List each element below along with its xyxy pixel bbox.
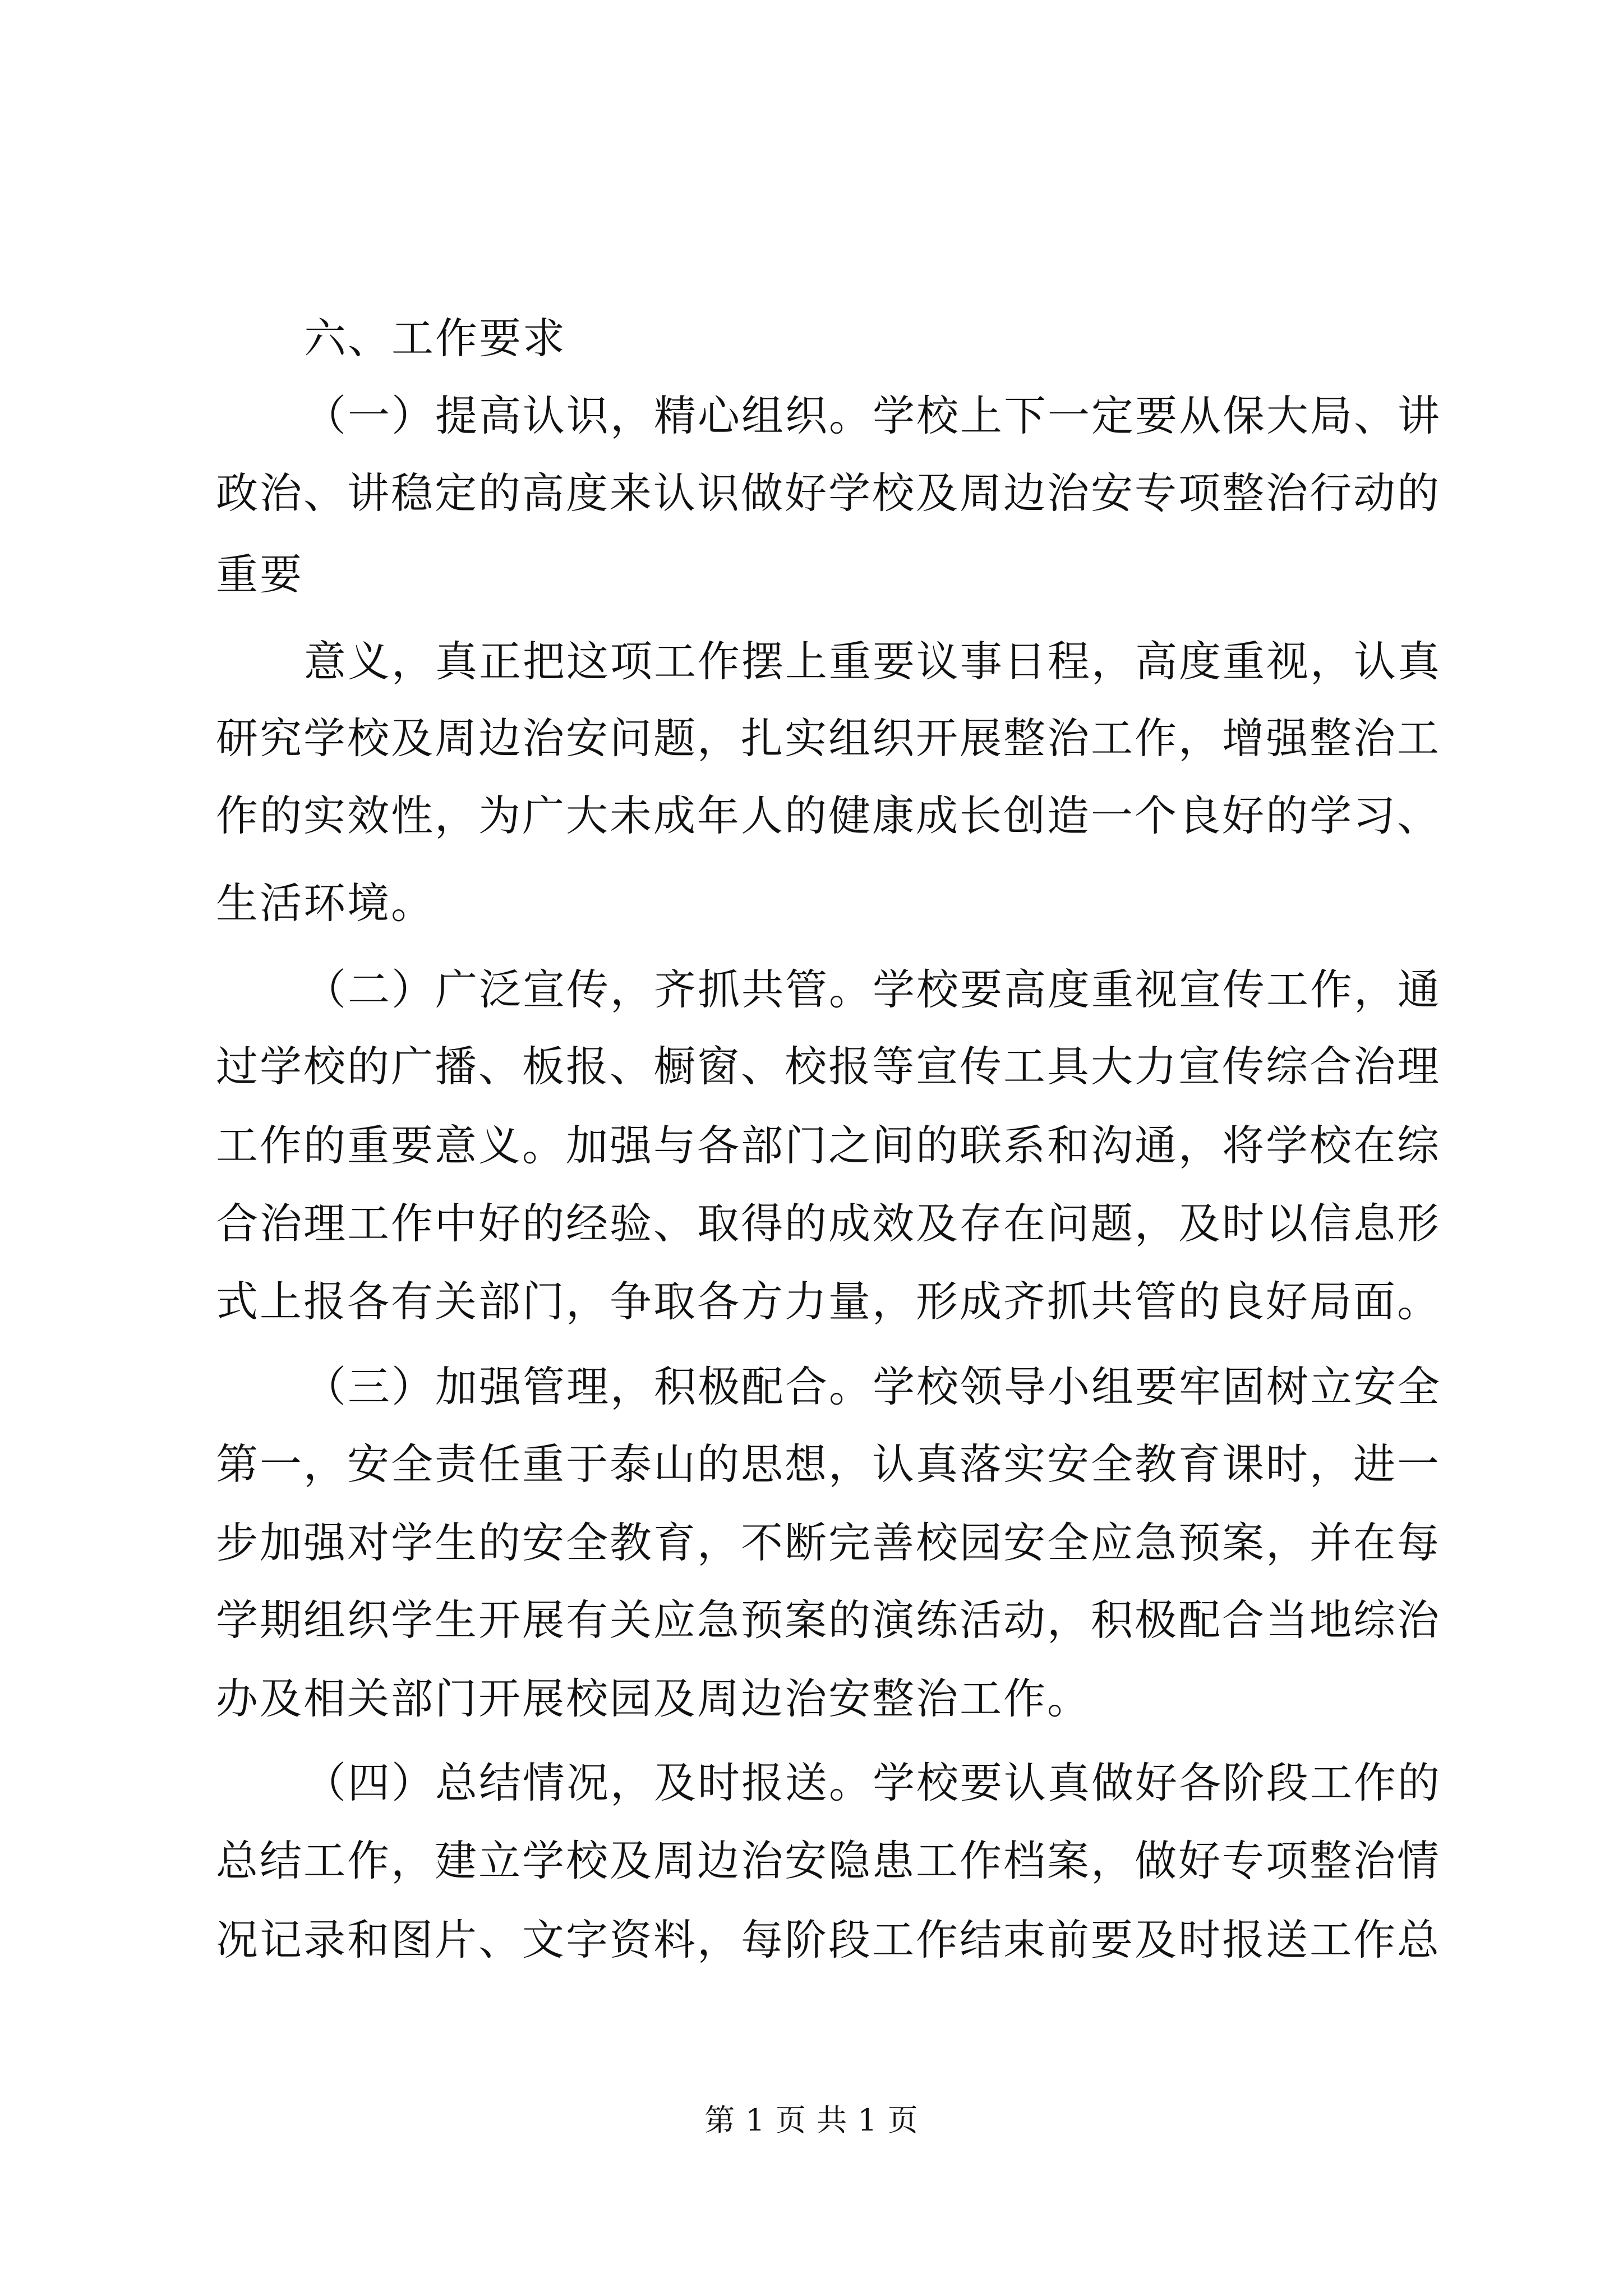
- paragraph-1-line-3: 重要: [216, 550, 304, 599]
- page-number-footer: 第 1 页 共 1 页: [704, 2102, 919, 2138]
- paragraph-4-line-5: 办及相关部门开展校园及周边治安整治工作。: [216, 1674, 1091, 1723]
- paragraph-4-line-2: 第一，安全责任重于泰山的思想，认真落实安全教育课时，进一: [216, 1439, 1441, 1489]
- paragraph-3-line-5: 式上报各有关部门，争取各方力量，形成齐抓共管的良好局面。: [216, 1277, 1441, 1326]
- section-heading: 六、工作要求: [304, 314, 567, 363]
- paragraph-3-line-2: 过学校的广播、板报、橱窗、校报等宣传工具大力宣传综合治理: [216, 1042, 1441, 1091]
- paragraph-2-line-4: 生活环境。: [216, 878, 435, 928]
- paragraph-4-line-3: 步加强对学生的安全教育，不断完善校园安全应急预案，并在每: [216, 1518, 1441, 1567]
- paragraph-5-line-2: 总结工作，建立学校及周边治安隐患工作档案，做好专项整治情: [216, 1836, 1441, 1885]
- paragraph-1-line-1: （一）提高认识，精心组织。学校上下一定要从保大局、讲: [304, 391, 1442, 440]
- paragraph-2-line-2: 研究学校及周边治安问题，扎实组织开展整治工作，增强整治工: [216, 714, 1441, 763]
- paragraph-3-line-1: （二）广泛宣传，齐抓共管。学校要高度重视宣传工作，通: [304, 965, 1442, 1014]
- paragraph-5-line-3: 况记录和图片、文字资料，每阶段工作结束前要及时报送工作总: [216, 1915, 1441, 1964]
- paragraph-4-line-1: （三）加强管理，积极配合。学校领导小组要牢固树立安全: [304, 1362, 1442, 1411]
- paragraph-2-line-3: 作的实效性，为广大未成年人的健康成长创造一个良好的学习、: [216, 791, 1441, 840]
- paragraph-5-line-1: （四）总结情况，及时报送。学校要认真做好各阶段工作的: [304, 1758, 1442, 1807]
- paragraph-2-line-1: 意义，真正把这项工作摆上重要议事日程，高度重视，认真: [304, 637, 1442, 686]
- paragraph-1-line-2: 政治、讲稳定的高度来认识做好学校及周边治安专项整治行动的: [216, 468, 1441, 518]
- paragraph-4-line-4: 学期组织学生开展有关应急预案的演练活动，积极配合当地综治: [216, 1595, 1441, 1645]
- paragraph-3-line-3: 工作的重要意义。加强与各部门之间的联系和沟通，将学校在综: [216, 1121, 1441, 1170]
- paragraph-3-line-4: 合治理工作中好的经验、取得的成效及存在问题，及时以信息形: [216, 1199, 1441, 1248]
